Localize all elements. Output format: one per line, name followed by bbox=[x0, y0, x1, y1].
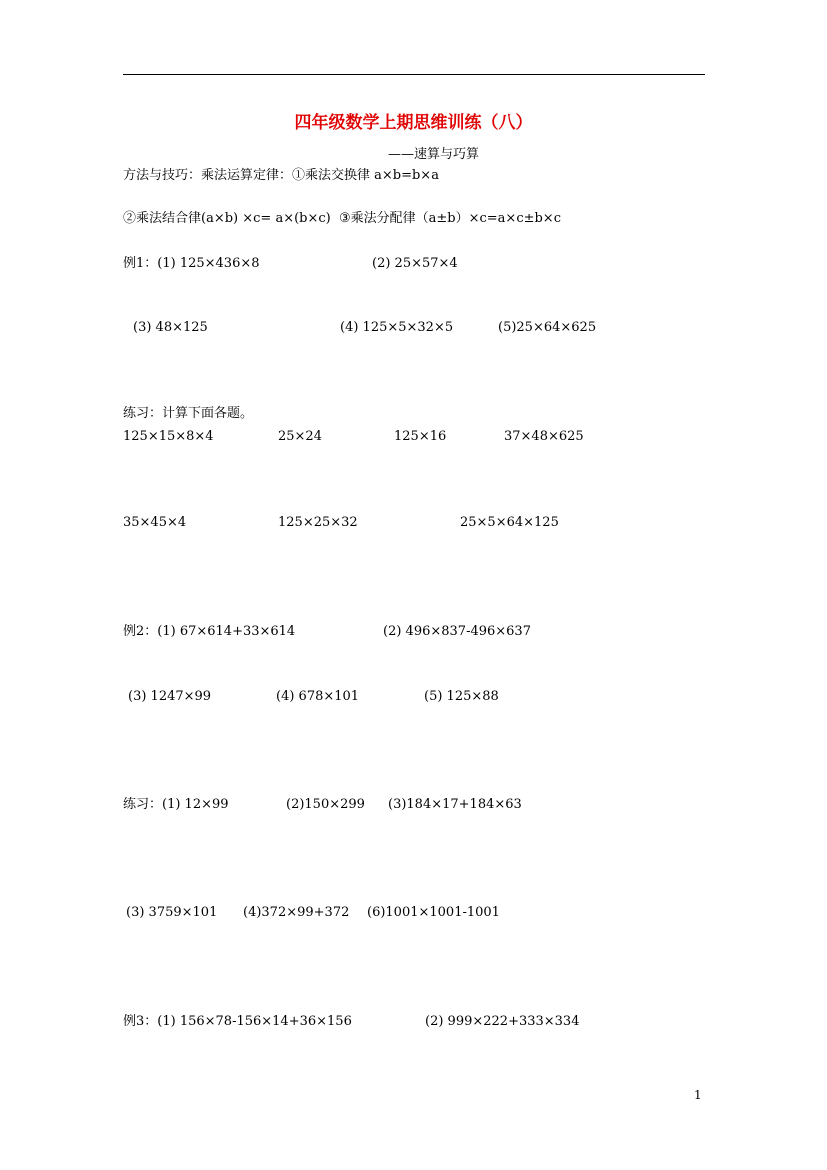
example3-label: 例3：(1) 156×78-156×14+36×156 bbox=[123, 1014, 352, 1029]
page-number: 1 bbox=[694, 1088, 702, 1102]
practice2-problem-4: (3) 3759×101 bbox=[126, 905, 218, 920]
practice2-problem-3: (3)184×17+184×63 bbox=[388, 797, 522, 812]
practice1-item: 125×15×8×4 bbox=[123, 429, 214, 444]
practice1-item: 35×45×4 bbox=[123, 515, 187, 530]
header-rule bbox=[123, 74, 705, 75]
practice1-item: 37×48×625 bbox=[504, 429, 584, 444]
practice1-item: 25×24 bbox=[278, 429, 322, 444]
example1-label: 例1：(1) 125×436×8 bbox=[123, 256, 260, 271]
practice2-label: 练习：(1) 12×99 bbox=[123, 797, 229, 812]
method-line-1: 方法与技巧：乘法运算定律：①乘法交换律 a×b=b×a bbox=[123, 168, 439, 183]
page-title: 四年级数学上期思维训练（八） bbox=[294, 113, 533, 133]
example1-problem-4: (4) 125×5×32×5 bbox=[340, 320, 454, 335]
method-line-2: ②乘法结合律(a×b) ×c= a×(b×c) ③乘法分配律（a±b）×c=a×c±b×c bbox=[123, 211, 561, 226]
practice2-problem-2: (2)150×299 bbox=[286, 797, 365, 812]
example1-problem-5: (5)25×64×625 bbox=[498, 320, 597, 335]
example2-problem-4: (4) 678×101 bbox=[276, 689, 360, 704]
practice1-item: 125×25×32 bbox=[278, 515, 358, 530]
example2-problem-3: (3) 1247×99 bbox=[128, 689, 212, 704]
example2-problem-5: (5) 125×88 bbox=[424, 689, 499, 704]
practice2-problem-5: (4)372×99+372 bbox=[243, 905, 350, 920]
practice1-heading: 练习：计算下面各题。 bbox=[123, 406, 254, 421]
example3-problem-2: (2) 999×222+333×334 bbox=[425, 1014, 580, 1029]
practice1-item: 25×5×64×125 bbox=[460, 515, 559, 530]
practice2-problem-6: (6)1001×1001-1001 bbox=[367, 905, 500, 920]
example2-problem-2: (2) 496×837-496×637 bbox=[383, 624, 531, 639]
example1-problem-2: (2) 25×57×4 bbox=[372, 256, 458, 271]
subtitle: ——速算与巧算 bbox=[388, 147, 480, 162]
example1-problem-3: (3) 48×125 bbox=[133, 320, 208, 335]
example2-label: 例2：(1) 67×614+33×614 bbox=[123, 624, 296, 639]
practice1-item: 125×16 bbox=[394, 429, 447, 444]
